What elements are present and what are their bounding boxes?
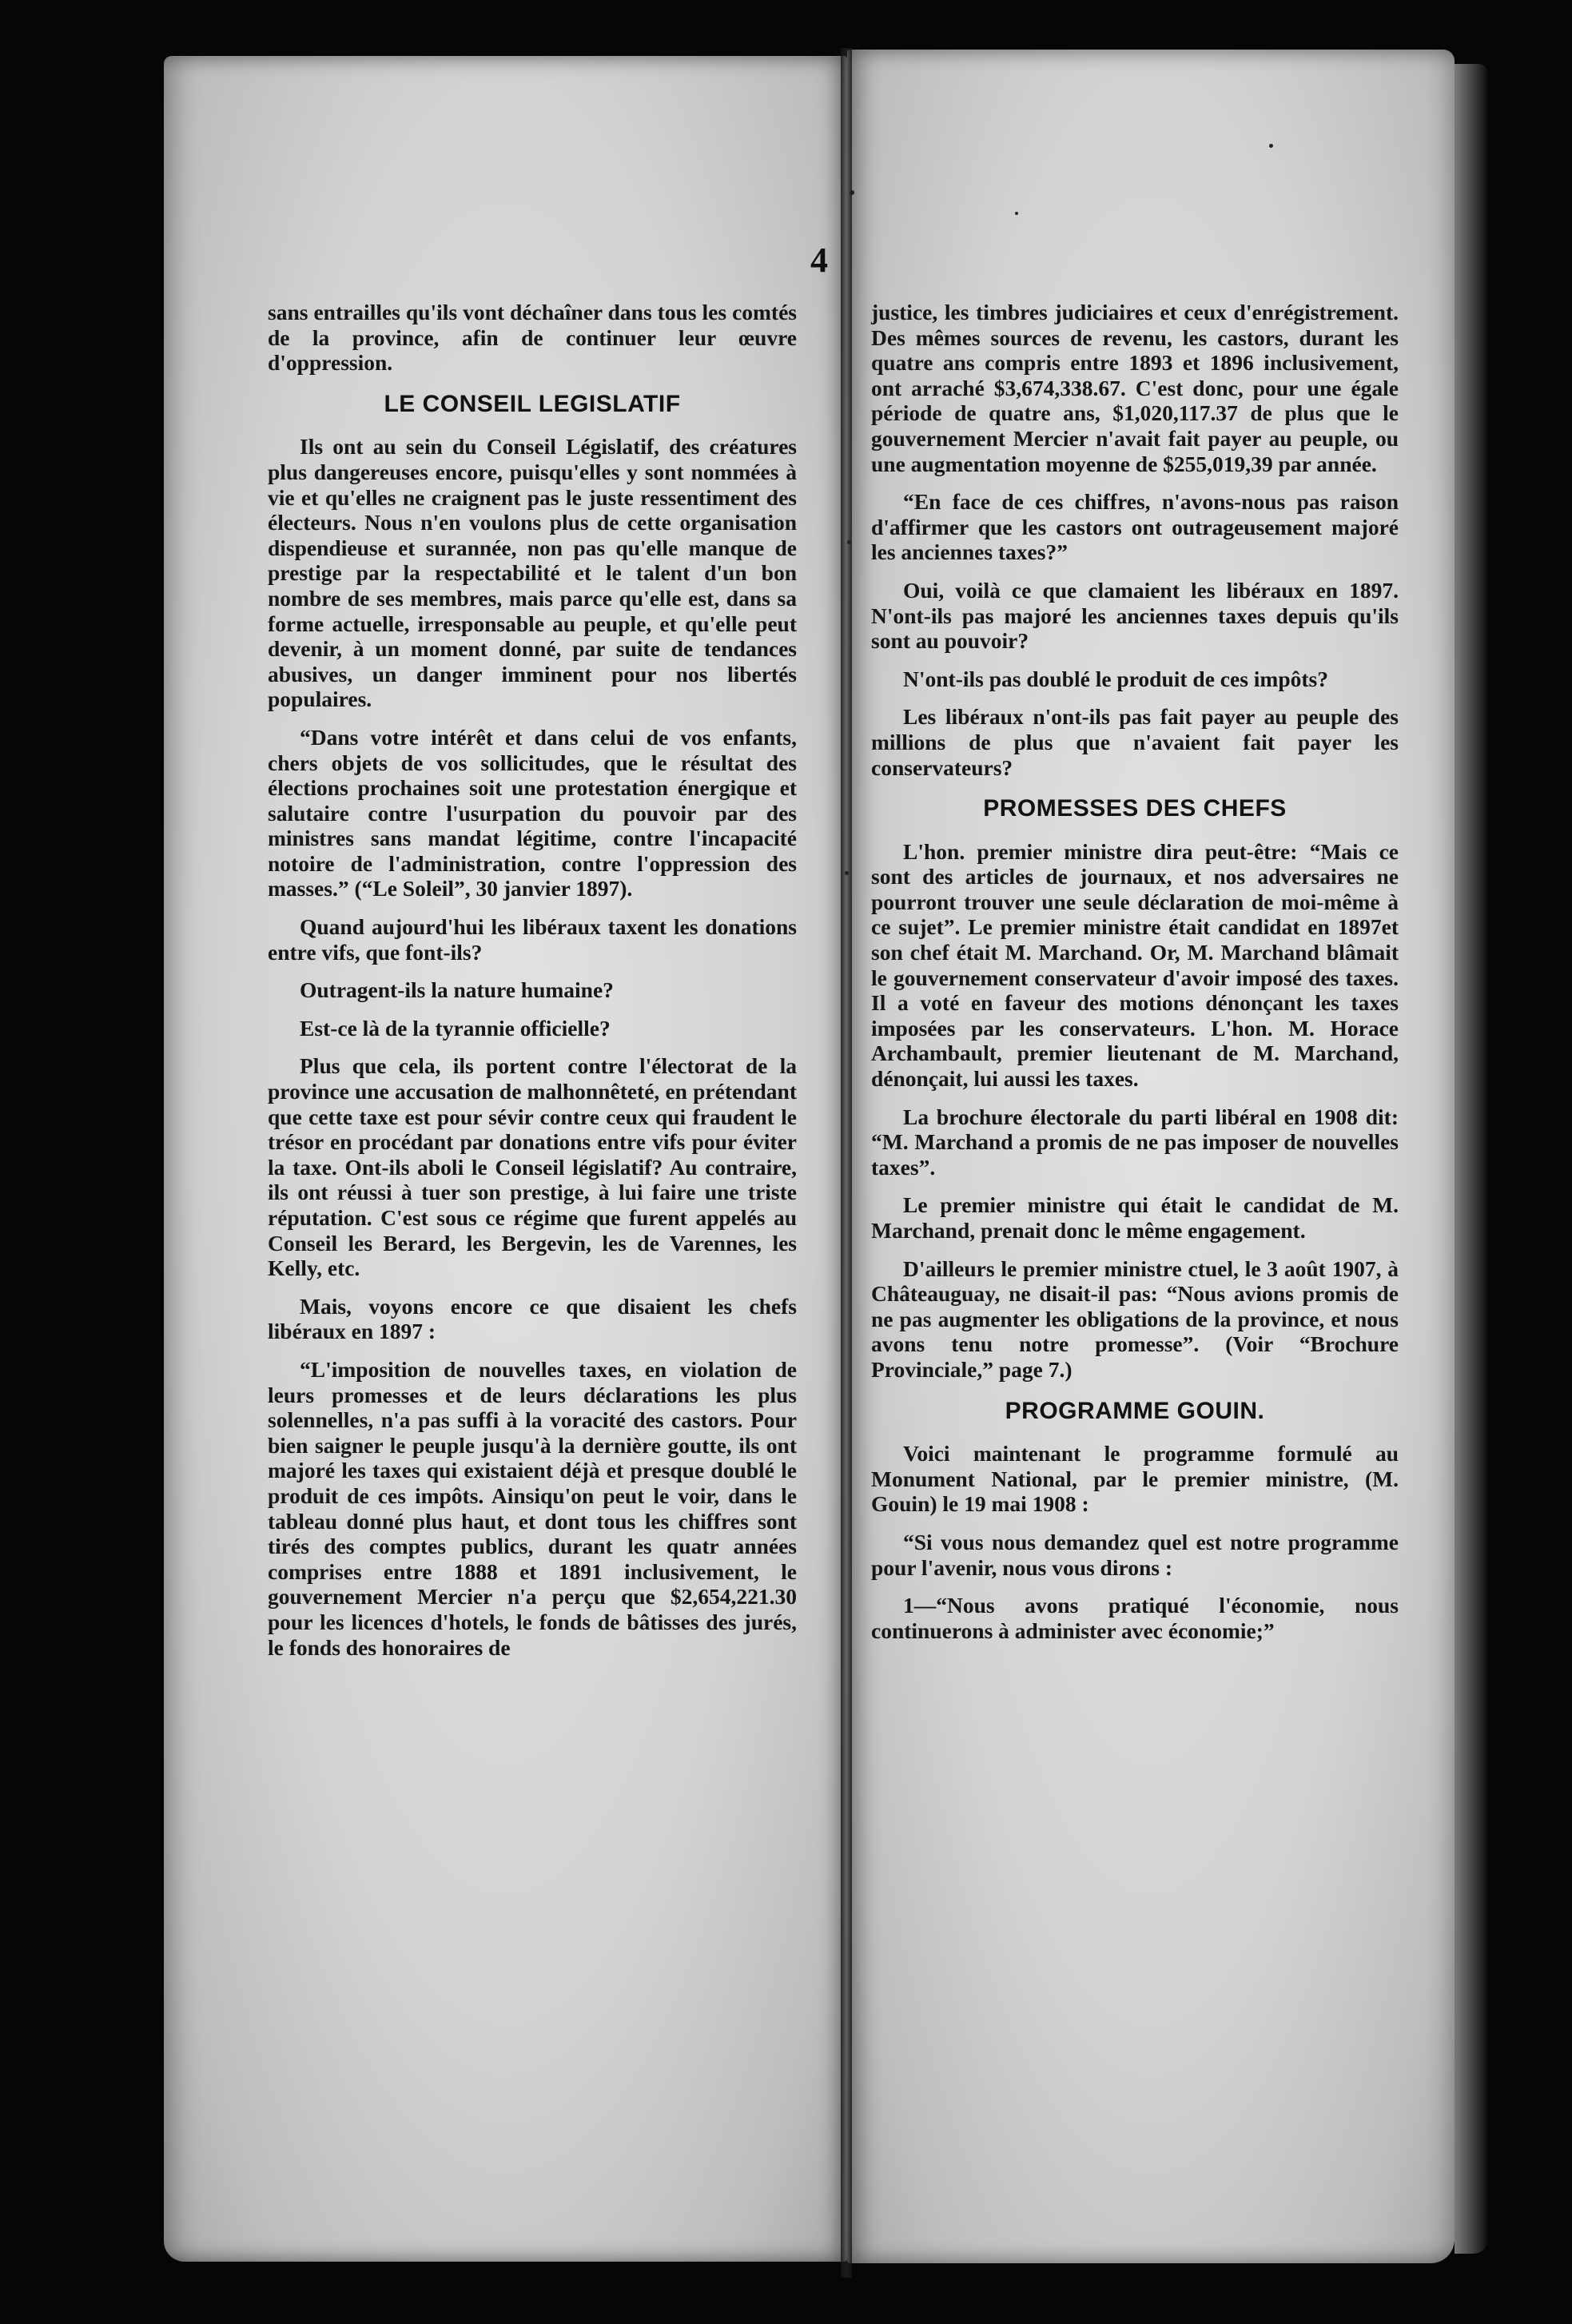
body-paragraph: “L'imposition de nouvelles taxes, en violation de leurs promesses et de leurs déclarations les plus solennelles, n'a pas suffi à la voracité des castors. Pour bien saigner le peuple jusqu'à la dernière goutte, ils ont majoré les taxes qui existaient déjà et presque doublé le produit de ces impôts. Ainsiqu'on peut le voir, dans le tableau donné plus haut, et dont tous les chiffres sont tirés des comptes publics, durant les quatr années comprises entre 1888 et 1891 inclusivement, le gouvernement Mercier n'a perçu que $2,654,221.30 pour les licences d'hotels, le fonds de bâtisses des jurés, le fonds des honoraires de	[268, 1356, 797, 1660]
body-paragraph: Ils ont au sein du Conseil Législatif, des créatures plus dangereuses encore, puisqu'elles y sont nommées à vie et qu'elles ne craignent pas le juste ressentiment des électeurs. Nous n'en voulons plus de cette organisation dispendieuse et surannée, non pas qu'elle manque de prestige par la respectabilité et le talent d'un bon nombre de ses membres, mais parce qu'elle est, dans sa forme actuelle, irresponsable au peuple, et qu'elle peut devenir, à un moment donné, par suite de tendances abusives, un danger imminent pour nos libertés populaires.	[268, 434, 797, 712]
body-paragraph: Quand aujourd'hui les libéraux taxent les donations entre vifs, que font-ils?	[268, 914, 797, 965]
body-paragraph: N'ont-ils pas doublé le produit de ces impôts?	[903, 666, 1328, 691]
body-paragraph: Est-ce là de la tyrannie officielle?	[300, 1015, 611, 1041]
section-heading: LE CONSEIL LEGISLATIF	[384, 390, 681, 417]
ink-speck	[847, 540, 851, 544]
section-heading: PROGRAMME GOUIN.	[1005, 1397, 1265, 1424]
body-paragraph: “En face de ces chiffres, n'avons-nous pas raison d'affirmer que les castors ont outrageusement majoré les anciennes taxes?”	[871, 489, 1399, 565]
body-paragraph: Les libéraux n'ont-ils pas fait payer au peuple des millions de plus que n'avaient fait payer les conservateurs?	[871, 704, 1399, 780]
ink-speck	[1015, 212, 1018, 215]
body-paragraph: L'hon. premier ministre dira peut-être: “Mais ce sont des articles de journaux, et nos adversaires ne pourront trouver une seule déclaration de moi-même à ce sujet”. Le premier ministre était candidat en 1897et son chef était M. Marchand. Or, M. Marchand blâmait le gouvernement conservateur d'avoir imposé des taxes. Il a voté en faveur des motions dénonçant les taxes imposées par les conservateurs. L'hon. M. Horace Archambault, premier lieutenant de M. Marchand, dénonçait, lui aussi les taxes.	[871, 838, 1399, 1092]
body-paragraph: Mais, voyons encore ce que disaient les chefs libéraux en 1897 :	[268, 1293, 797, 1344]
ink-speck	[1269, 144, 1273, 148]
body-paragraph: “Si vous nous demandez quel est notre programme pour l'avenir, nous vous dirons :	[871, 1529, 1399, 1580]
page-number: 4	[810, 241, 828, 280]
body-paragraph: La brochure électorale du parti libéral en 1908 dit: “M. Marchand a promis de ne pas imposer de nouvelles taxes”.	[871, 1104, 1399, 1180]
left-text-column	[268, 300, 797, 1673]
body-paragraph: 1—“Nous avons pratiqué l'économie, nous continuerons à administer avec économie;”	[871, 1593, 1399, 1643]
body-paragraph: Le premier ministre qui était le candidat de M. Marchand, prenait donc le même engagement.	[871, 1192, 1399, 1243]
body-paragraph: justice, les timbres judiciaires et ceux d'enrégistrement. Des mêmes sources de revenu, les castors, durant les quatre ans compris entre 1893 et 1896 inclusivement, ont arraché $3,674,338.67. C'est donc, pour une égale période de quatre ans, $1,020,117.37 de plus que le gouvernement Mercier n'avait fait payer au peuple, ou une augmentation moyenne de $255,019,39 par année.	[871, 300, 1399, 476]
body-paragraph: “Dans votre intérêt et dans celui de vos enfants, chers objets de vos sollicitudes, que le résultat des élections prochaines soit une protestation énergique et salutaire contre l'usurpation du pouvoir par des ministres sans mandat légitime, contre l'incapacité notoire de l'administration, contre l'oppression des masses.” (“Le Soleil”, 30 janvier 1897).	[268, 724, 797, 901]
page-gutter	[841, 48, 852, 2278]
ink-speck	[850, 190, 854, 195]
body-paragraph: Plus que cela, ils portent contre l'électorat de la province une accusation de malhonnêteté, en prétendant que cette taxe est pour sévir contre ceux qui fraudent le trésor en procédant par donations entre vifs pour éviter la taxe. Ont-ils aboli le Conseil législatif? Au contraire, ils ont réussi à tuer son prestige, à lui faire une triste réputation. C'est sous ce régime que furent appelés au Conseil les Berard, les Bergevin, les de Varennes, les Kelly, etc.	[268, 1053, 797, 1281]
body-paragraph: Oui, voilà ce que clamaient les libéraux en 1897. N'ont-ils pas majoré les anciennes taxes depuis qu'ils sont au pouvoir?	[871, 577, 1399, 654]
body-paragraph: Voici maintenant le programme formulé au Monument National, par le premier ministre, (M. Gouin) le 19 mai 1908 :	[871, 1441, 1399, 1517]
section-heading: PROMESSES DES CHEFS	[983, 795, 1287, 822]
body-paragraph: D'ailleurs le premier ministre ctuel, le 3 août 1907, à Châteauguay, ne disait-il pas: “Nous avions promis de ne pas augmenter les obligations de la province, et nous avons tenu notre promesse”. (Voir “Brochure Provinciale,” page 7.)	[871, 1256, 1399, 1382]
ink-speck	[845, 871, 849, 875]
body-paragraph: Outragent-ils la nature humaine?	[300, 977, 614, 1003]
body-paragraph: sans entrailles qu'ils vont déchaîner dans tous les comtés de la province, afin de continuer leur œuvre d'oppression.	[268, 300, 797, 376]
right-text-column	[871, 300, 1399, 1656]
page-edge-shadow	[1455, 64, 1488, 2254]
